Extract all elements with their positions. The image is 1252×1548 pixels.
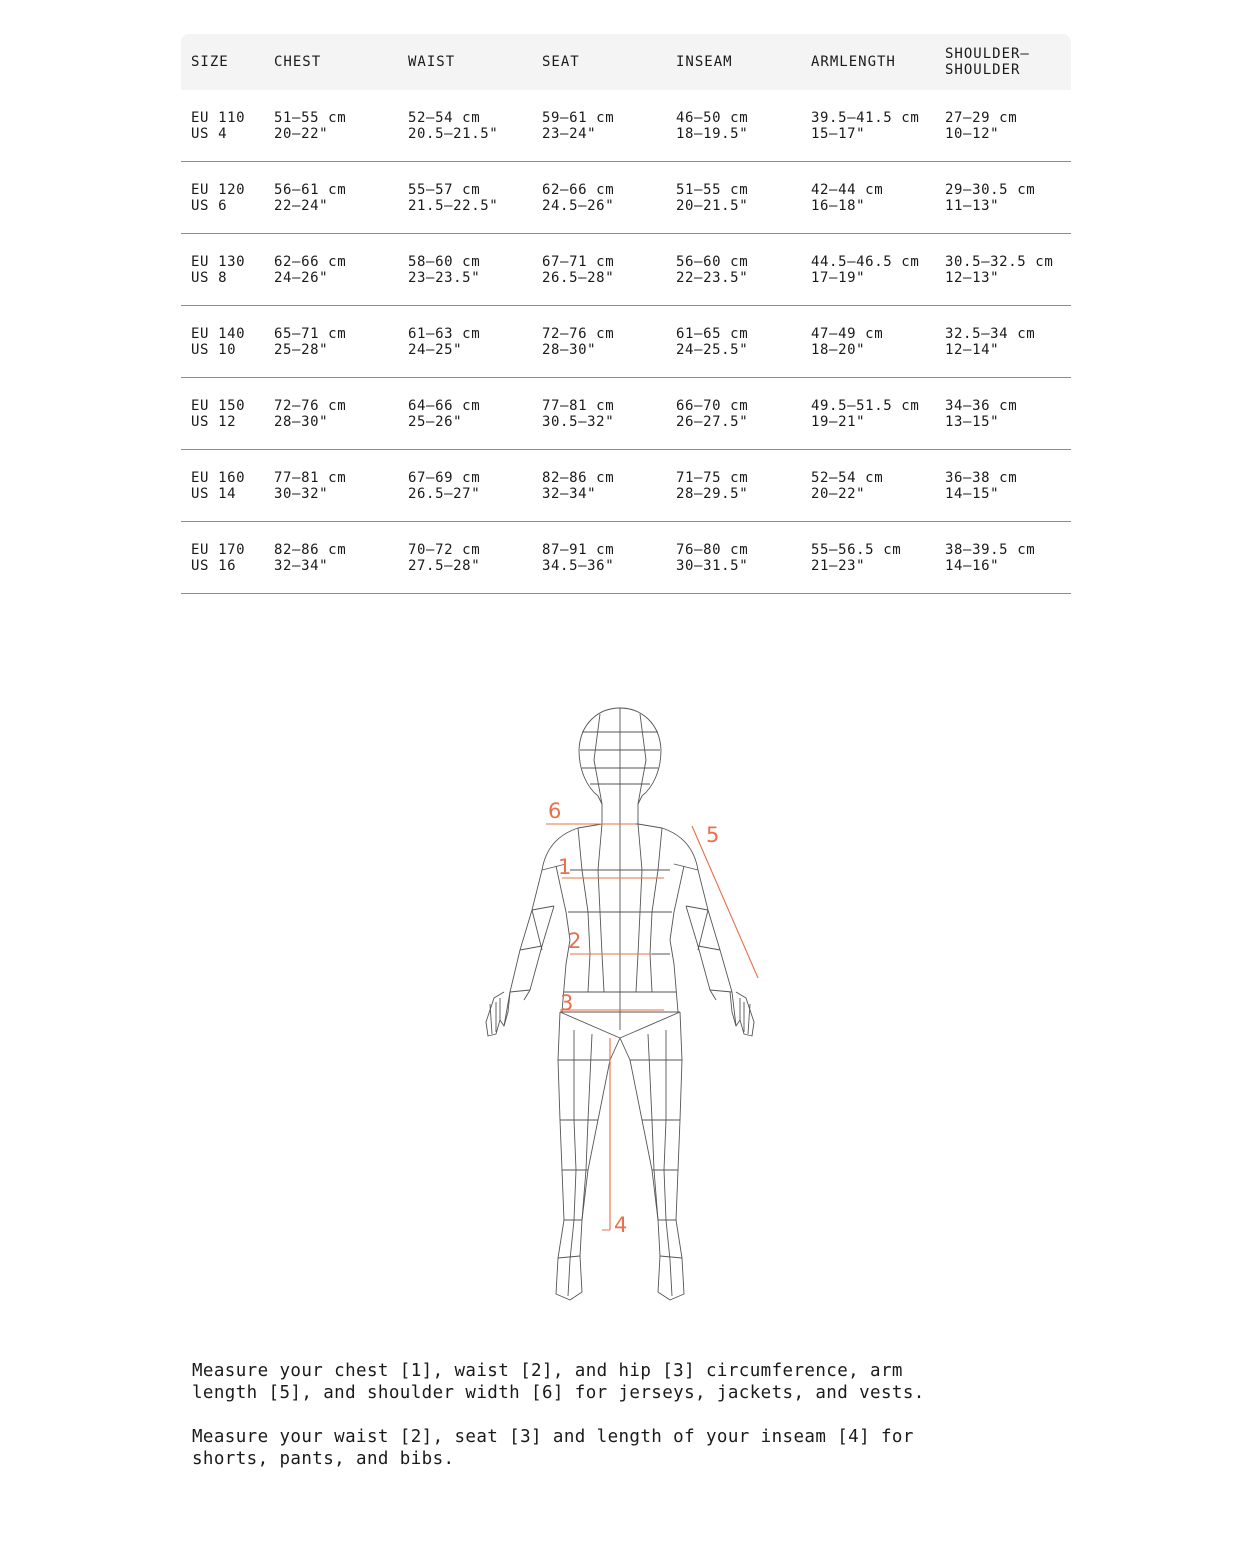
cell-armlength [801, 378, 935, 450]
cell-inseam [666, 378, 801, 450]
cell-seat [532, 162, 666, 234]
cell-secondary-value: 17–19" [811, 269, 866, 286]
cell-secondary-value: 30–31.5" [676, 557, 749, 574]
cell-secondary-value: 27.5–28" [408, 557, 481, 574]
cell-secondary-value: 23–23.5" [408, 269, 481, 286]
cell-inseam [666, 234, 801, 306]
body-measurement-figure [470, 700, 770, 1310]
table-row [181, 306, 1071, 378]
cell-chest [264, 306, 398, 378]
cell-secondary-value: 13–15" [945, 413, 1000, 430]
cell-primary-value: 82–86 cm [542, 469, 615, 486]
cell-secondary-value: 23–24" [542, 125, 597, 142]
cell-primary-value: 39.5–41.5 cm [811, 109, 920, 126]
cell-size [181, 306, 264, 378]
cell-chest [264, 90, 398, 162]
cell-secondary-value: 24–25" [408, 341, 463, 358]
cell-secondary-value: 21.5–22.5" [408, 197, 499, 214]
cell-primary-value: 67–69 cm [408, 469, 481, 486]
cell-primary-value: 59–61 cm [542, 109, 615, 126]
cell-secondary-value: 25–26" [408, 413, 463, 430]
cell-primary-value: EU 140 [191, 325, 246, 342]
cell-secondary-value: 25–28" [274, 341, 329, 358]
table-row [181, 450, 1071, 522]
cell-secondary-value: 26.5–27" [408, 485, 481, 502]
label-2: 2 [568, 929, 582, 953]
cell-primary-value: 67–71 cm [542, 253, 615, 270]
cell-primary-value: 64–66 cm [408, 397, 481, 414]
cell-primary-value: EU 170 [191, 541, 246, 558]
cell-waist [398, 306, 532, 378]
cell-waist [398, 162, 532, 234]
cell-primary-value: 27–29 cm [945, 109, 1018, 126]
cell-armlength [801, 522, 935, 594]
cell-primary-value: 71–75 cm [676, 469, 749, 486]
cell-inseam [666, 162, 801, 234]
cell-armlength [801, 90, 935, 162]
cell-seat [532, 234, 666, 306]
table-header-row [181, 34, 1071, 90]
cell-seat [532, 90, 666, 162]
cell-secondary-value: 24.5–26" [542, 197, 615, 214]
cell-shoulder [935, 522, 1071, 594]
size-chart-table-container [181, 34, 1071, 594]
cell-armlength [801, 162, 935, 234]
cell-chest [264, 522, 398, 594]
table-row [181, 162, 1071, 234]
cell-secondary-value: 14–15" [945, 485, 1000, 502]
cell-shoulder [935, 234, 1071, 306]
cell-primary-value: 52–54 cm [811, 469, 884, 486]
cell-secondary-value: 16–18" [811, 197, 866, 214]
cell-inseam [666, 90, 801, 162]
cell-secondary-value: US 16 [191, 557, 237, 574]
table-body [181, 90, 1071, 594]
cell-secondary-value: 20–22" [811, 485, 866, 502]
cell-primary-value: 62–66 cm [274, 253, 347, 270]
cell-primary-value: 42–44 cm [811, 181, 884, 198]
cell-secondary-value: US 10 [191, 341, 237, 358]
header-armlength: ARMLENGTH [811, 54, 896, 70]
cell-secondary-value: US 6 [191, 197, 228, 214]
cell-secondary-value: 22–23.5" [676, 269, 749, 286]
header-seat: SEAT [542, 54, 580, 70]
cell-secondary-value: 20–21.5" [676, 197, 749, 214]
cell-primary-value: 61–63 cm [408, 325, 481, 342]
header-inseam: INSEAM [676, 54, 733, 70]
cell-armlength [801, 234, 935, 306]
cell-secondary-value: US 12 [191, 413, 237, 430]
header-waist: WAIST [408, 54, 456, 70]
cell-waist [398, 522, 532, 594]
cell-secondary-value: 34.5–36" [542, 557, 615, 574]
cell-primary-value: 62–66 cm [542, 181, 615, 198]
label-1: 1 [558, 855, 572, 879]
cell-primary-value: EU 150 [191, 397, 246, 414]
cell-primary-value: 30.5–32.5 cm [945, 253, 1054, 270]
cell-primary-value: 56–61 cm [274, 181, 347, 198]
cell-primary-value: 34–36 cm [945, 397, 1018, 414]
cell-primary-value: 55–56.5 cm [811, 541, 902, 558]
cell-primary-value: 29–30.5 cm [945, 181, 1036, 198]
cell-primary-value: EU 120 [191, 181, 246, 198]
cell-primary-value: 44.5–46.5 cm [811, 253, 920, 270]
cell-primary-value: 49.5–51.5 cm [811, 397, 920, 414]
table-row [181, 90, 1071, 162]
cell-secondary-value: 20.5–21.5" [408, 125, 499, 142]
cell-secondary-value: 26.5–28" [542, 269, 615, 286]
header-shoulder-shoulder: SHOULDER– SHOULDER [945, 46, 1030, 78]
cell-secondary-value: 19–21" [811, 413, 866, 430]
cell-primary-value: 32.5–34 cm [945, 325, 1036, 342]
cell-size [181, 234, 264, 306]
cell-primary-value: 82–86 cm [274, 541, 347, 558]
cell-chest [264, 450, 398, 522]
cell-seat [532, 378, 666, 450]
measurement-instructions [192, 1360, 952, 1492]
cell-secondary-value: 32–34" [274, 557, 329, 574]
cell-secondary-value: 12–13" [945, 269, 1000, 286]
cell-secondary-value: 11–13" [945, 197, 1000, 214]
cell-primary-value: 55–57 cm [408, 181, 481, 198]
cell-secondary-value: 15–17" [811, 125, 866, 142]
cell-primary-value: 58–60 cm [408, 253, 481, 270]
cell-secondary-value: 22–24" [274, 197, 329, 214]
size-chart-table [181, 34, 1071, 594]
mannequin-illustration [470, 700, 770, 1310]
instruction-bottoms: Measure your waist [2], seat [3] and length of your inseam [4] for shorts, pants, and bibs. [192, 1427, 914, 1469]
cell-secondary-value: 21–23" [811, 557, 866, 574]
cell-primary-value: 66–70 cm [676, 397, 749, 414]
cell-secondary-value: 28–29.5" [676, 485, 749, 502]
cell-primary-value: 52–54 cm [408, 109, 481, 126]
table-row [181, 522, 1071, 594]
cell-secondary-value: 14–16" [945, 557, 1000, 574]
cell-secondary-value: US 8 [191, 269, 228, 286]
cell-seat [532, 306, 666, 378]
cell-primary-value: 72–76 cm [274, 397, 347, 414]
cell-seat [532, 522, 666, 594]
cell-inseam [666, 306, 801, 378]
cell-chest [264, 162, 398, 234]
header-size: SIZE [191, 54, 229, 70]
cell-primary-value: EU 130 [191, 253, 246, 270]
cell-size [181, 522, 264, 594]
cell-primary-value: 61–65 cm [676, 325, 749, 342]
cell-size [181, 450, 264, 522]
cell-secondary-value: 26–27.5" [676, 413, 749, 430]
cell-secondary-value: 18–19.5" [676, 125, 749, 142]
label-5: 5 [706, 823, 720, 847]
cell-size [181, 90, 264, 162]
cell-primary-value: 51–55 cm [676, 181, 749, 198]
cell-chest [264, 378, 398, 450]
cell-primary-value: 76–80 cm [676, 541, 749, 558]
cell-primary-value: EU 160 [191, 469, 246, 486]
cell-secondary-value: 30.5–32" [542, 413, 615, 430]
instruction-tops: Measure your chest [1], waist [2], and hip [3] circumference, arm length [5], and shoulder width [6] for jerseys, jackets, and vests. [192, 1361, 925, 1403]
label-3: 3 [560, 991, 574, 1015]
cell-waist [398, 234, 532, 306]
cell-waist [398, 90, 532, 162]
cell-secondary-value: 30–32" [274, 485, 329, 502]
cell-size [181, 378, 264, 450]
cell-secondary-value: 28–30" [542, 341, 597, 358]
cell-shoulder [935, 450, 1071, 522]
cell-primary-value: 70–72 cm [408, 541, 481, 558]
cell-secondary-value: 10–12" [945, 125, 1000, 142]
cell-primary-value: 77–81 cm [274, 469, 347, 486]
cell-primary-value: 46–50 cm [676, 109, 749, 126]
cell-primary-value: 77–81 cm [542, 397, 615, 414]
cell-primary-value: 72–76 cm [542, 325, 615, 342]
cell-primary-value: 65–71 cm [274, 325, 347, 342]
cell-primary-value: 36–38 cm [945, 469, 1018, 486]
label-4: 4 [614, 1213, 628, 1237]
cell-shoulder [935, 90, 1071, 162]
cell-waist [398, 378, 532, 450]
cell-primary-value: 47–49 cm [811, 325, 884, 342]
cell-inseam [666, 522, 801, 594]
cell-primary-value: 87–91 cm [542, 541, 615, 558]
cell-secondary-value: 32–34" [542, 485, 597, 502]
cell-armlength [801, 306, 935, 378]
cell-armlength [801, 450, 935, 522]
cell-seat [532, 450, 666, 522]
cell-chest [264, 234, 398, 306]
header-chest: CHEST [274, 54, 322, 70]
cell-secondary-value: 24–25.5" [676, 341, 749, 358]
cell-primary-value: 56–60 cm [676, 253, 749, 270]
table-row [181, 234, 1071, 306]
cell-shoulder [935, 378, 1071, 450]
cell-secondary-value: 12–14" [945, 341, 1000, 358]
cell-primary-value: EU 110 [191, 109, 246, 126]
label-6: 6 [548, 799, 562, 823]
cell-primary-value: 51–55 cm [274, 109, 347, 126]
cell-secondary-value: 28–30" [274, 413, 329, 430]
cell-shoulder [935, 306, 1071, 378]
cell-primary-value: 38–39.5 cm [945, 541, 1036, 558]
cell-secondary-value: 20–22" [274, 125, 329, 142]
cell-size [181, 162, 264, 234]
table-header [181, 34, 1071, 90]
cell-secondary-value: 18–20" [811, 341, 866, 358]
cell-secondary-value: US 14 [191, 485, 237, 502]
table-row [181, 378, 1071, 450]
cell-shoulder [935, 162, 1071, 234]
cell-secondary-value: US 4 [191, 125, 228, 142]
cell-secondary-value: 24–26" [274, 269, 329, 286]
cell-inseam [666, 450, 801, 522]
cell-waist [398, 450, 532, 522]
